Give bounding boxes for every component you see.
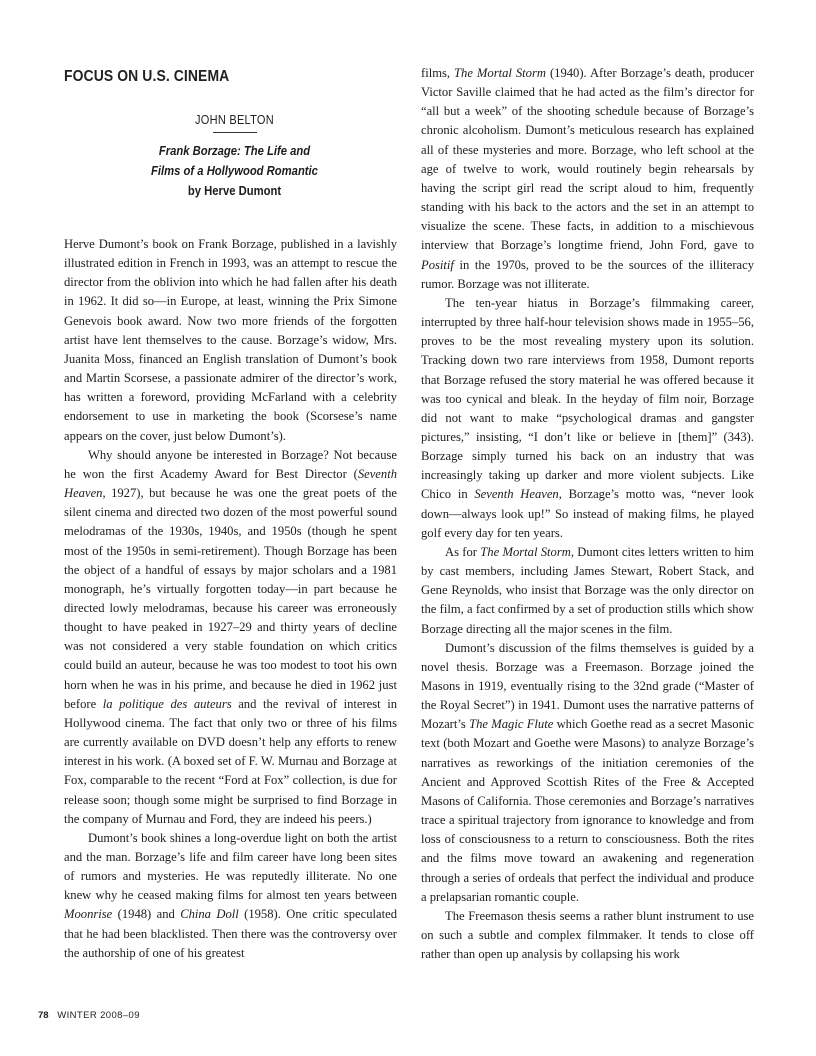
header-rule xyxy=(213,132,257,133)
page-number: 78 xyxy=(38,1010,49,1021)
page-footer xyxy=(38,1010,140,1021)
review-header xyxy=(64,113,405,201)
paragraph: Why should anyone be interested in Borzage? Not because he won the first Academy Award for Best Director (Seventh Heaven, 1927), but because he was one the great poets of the silent cinema and directed two dozen of the most powerful sound melodramas of the 1930s, 1940s, and 1950s (though he spent most of the 1950s in semi-retirement). Though Borzage has been the object of a handful of essays by major scholars and a 1981 monograph, he’s virtually forgotten today—in part because he directed lowly melodramas, because his career was erroneously thought to have peaked in 1927–29 and thirty years of decline was not considered a very stable foundation on which critics could build an auteur, because he was too modest to toot his own horn when he was in his prime, and because he died in 1962 just before la politique des auteurs and the revival of interest in Hollywood cinema. The fact that only two or three of his films are currently available on DVD doesn’t help any efforts to renew interest in his work. (A boxed set of F. W. Murnau and Borzage at Fox, comparable to the recent “Ford at Fox” collection, is due for release soon; though some might be surprised to find Borzage in the company of Murnau and Ford, they are indeed his peers.) xyxy=(64,447,398,826)
paragraph: The ten-year hiatus in Borzage’s filmmaking career, interrupted by three half-hour television shows made in 1955–56, proves to be the most revealing mystery upon its solution. Tracking down two rare interviews from 1958, Dumont reports that Borzage refused the story material he was offered because it was too cynical and bleak. In the heyday of film noir, Borzage did not want to make “psychological dramas and gangster pictures,” insisting, “I don’t like or believe in [them]” (343). Borzage simply turned his back on an industry that was increasingly taking up darker and more violent subjects. Like Chico in Seventh Heaven, Borzage’s motto was, “never look down—always look up!” So instead of making films, he played golf every day for ten years. xyxy=(421,295,754,540)
paragraph: films, The Mortal Storm (1940). After Borzage’s death, producer Victor Saville claimed that he had acted as the film’s director for “all but a week” of the shooting schedule because of Borzage’s chronic alcoholism. Dumont’s meticulous research has explained all of these mysteries and more. Borzage, who left school at the age of twelve to work, would routinely begin rehearsals by having the script girl read the script aloud to him, frequently standing with his back to the actors and the set in an attempt to visualize the scene. These facts, in addition to a mischievous interview that Borzage’s longtime friend, John Ford, gave to Positif in the 1970s, proved to be the sources of the illiteracy rumor. Borzage was not illiterate. xyxy=(421,66,755,291)
issue-label: WINTER 2008–09 xyxy=(57,1010,140,1021)
paragraph: The Freemason thesis seems a rather blunt instrument to use on such a subtle and complex filmmaker. It tends to close off rather than open up analysis by collapsing his work xyxy=(421,908,754,962)
right-column xyxy=(421,64,754,964)
book-title-line-1: Frank Borzage: The Life and xyxy=(158,144,311,158)
section-title: FOCUS ON U.S. CINEMA xyxy=(64,68,230,85)
left-column xyxy=(64,235,397,963)
paragraph: As for The Mortal Storm, Dumont cites letters written to him by cast members, including James Stewart, Robert Stack, and Gene Reynolds, who insist that Borzage was the only director on the film, a fact confirmed by a set of production stills which show Borzage directing all the major scenes in the film. xyxy=(421,544,754,636)
author-name: JOHN BELTON xyxy=(195,113,274,127)
paragraph: Dumont’s book shines a long-overdue light on both the artist and the man. Borzage’s life and film career have long been sites of rumors and mysteries. He was reputedly illiterate. No one knew why he ceased making films for almost ten years between Moonrise (1948) and China Doll (1958). One critic speculated that he had been blacklisted. Then there was the controversy over the authorship of one of his greatest xyxy=(64,830,397,960)
book-title-line-2: Films of a Hollywood Romantic xyxy=(151,164,318,178)
book-title xyxy=(81,141,388,201)
book-author: by Herve Dumont xyxy=(187,184,282,198)
paragraph: Dumont’s discussion of the films themselves is guided by a novel thesis. Borzage was a Freemason. Borzage joined the Masons in 1919, eventually rising to the 32nd grade (“Master of the Royal Secret”) in 1941. Dumont uses the narrative patterns of Mozart’s The Magic Flute which Goethe read as a secret Masonic text (both Mozart and Goethe were Masons) to analyze Borzage’s narratives as reworkings of the initiation ceremonies of the Ancient and Approved Scottish Rites of the Free & Accepted Masons of California. Those ceremonies and Borzage’s narratives trace a spiritual trajectory from ignorance to knowledge and from loss of consciousness to a return to consciousness. Both the rites and the films move toward an awakening and regeneration through a series of ordeals that perfect the individual and produce a prelapsarian romantic couple. xyxy=(421,640,754,904)
paragraph: Herve Dumont’s book on Frank Borzage, published in a lavishly illustrated edition in French in 1993, was an attempt to rescue the director from the oblivion into which he had fallen after his death in 1962. It did so—in Europe, at least, winning the Prix Simone Genevois book award. Now two more friends of the forgotten artist have lent themselves to the cause. Borzage’s widow, Mrs. Juanita Moss, financed an English translation of Dumont’s book and Martin Scorsese, a passionate admirer of the director’s work, has written a foreword, providing McFarland with a celebrity endorsement to use in marketing the book (Scorsese’s name appears on the cover, just below Dumont’s). xyxy=(64,237,397,443)
